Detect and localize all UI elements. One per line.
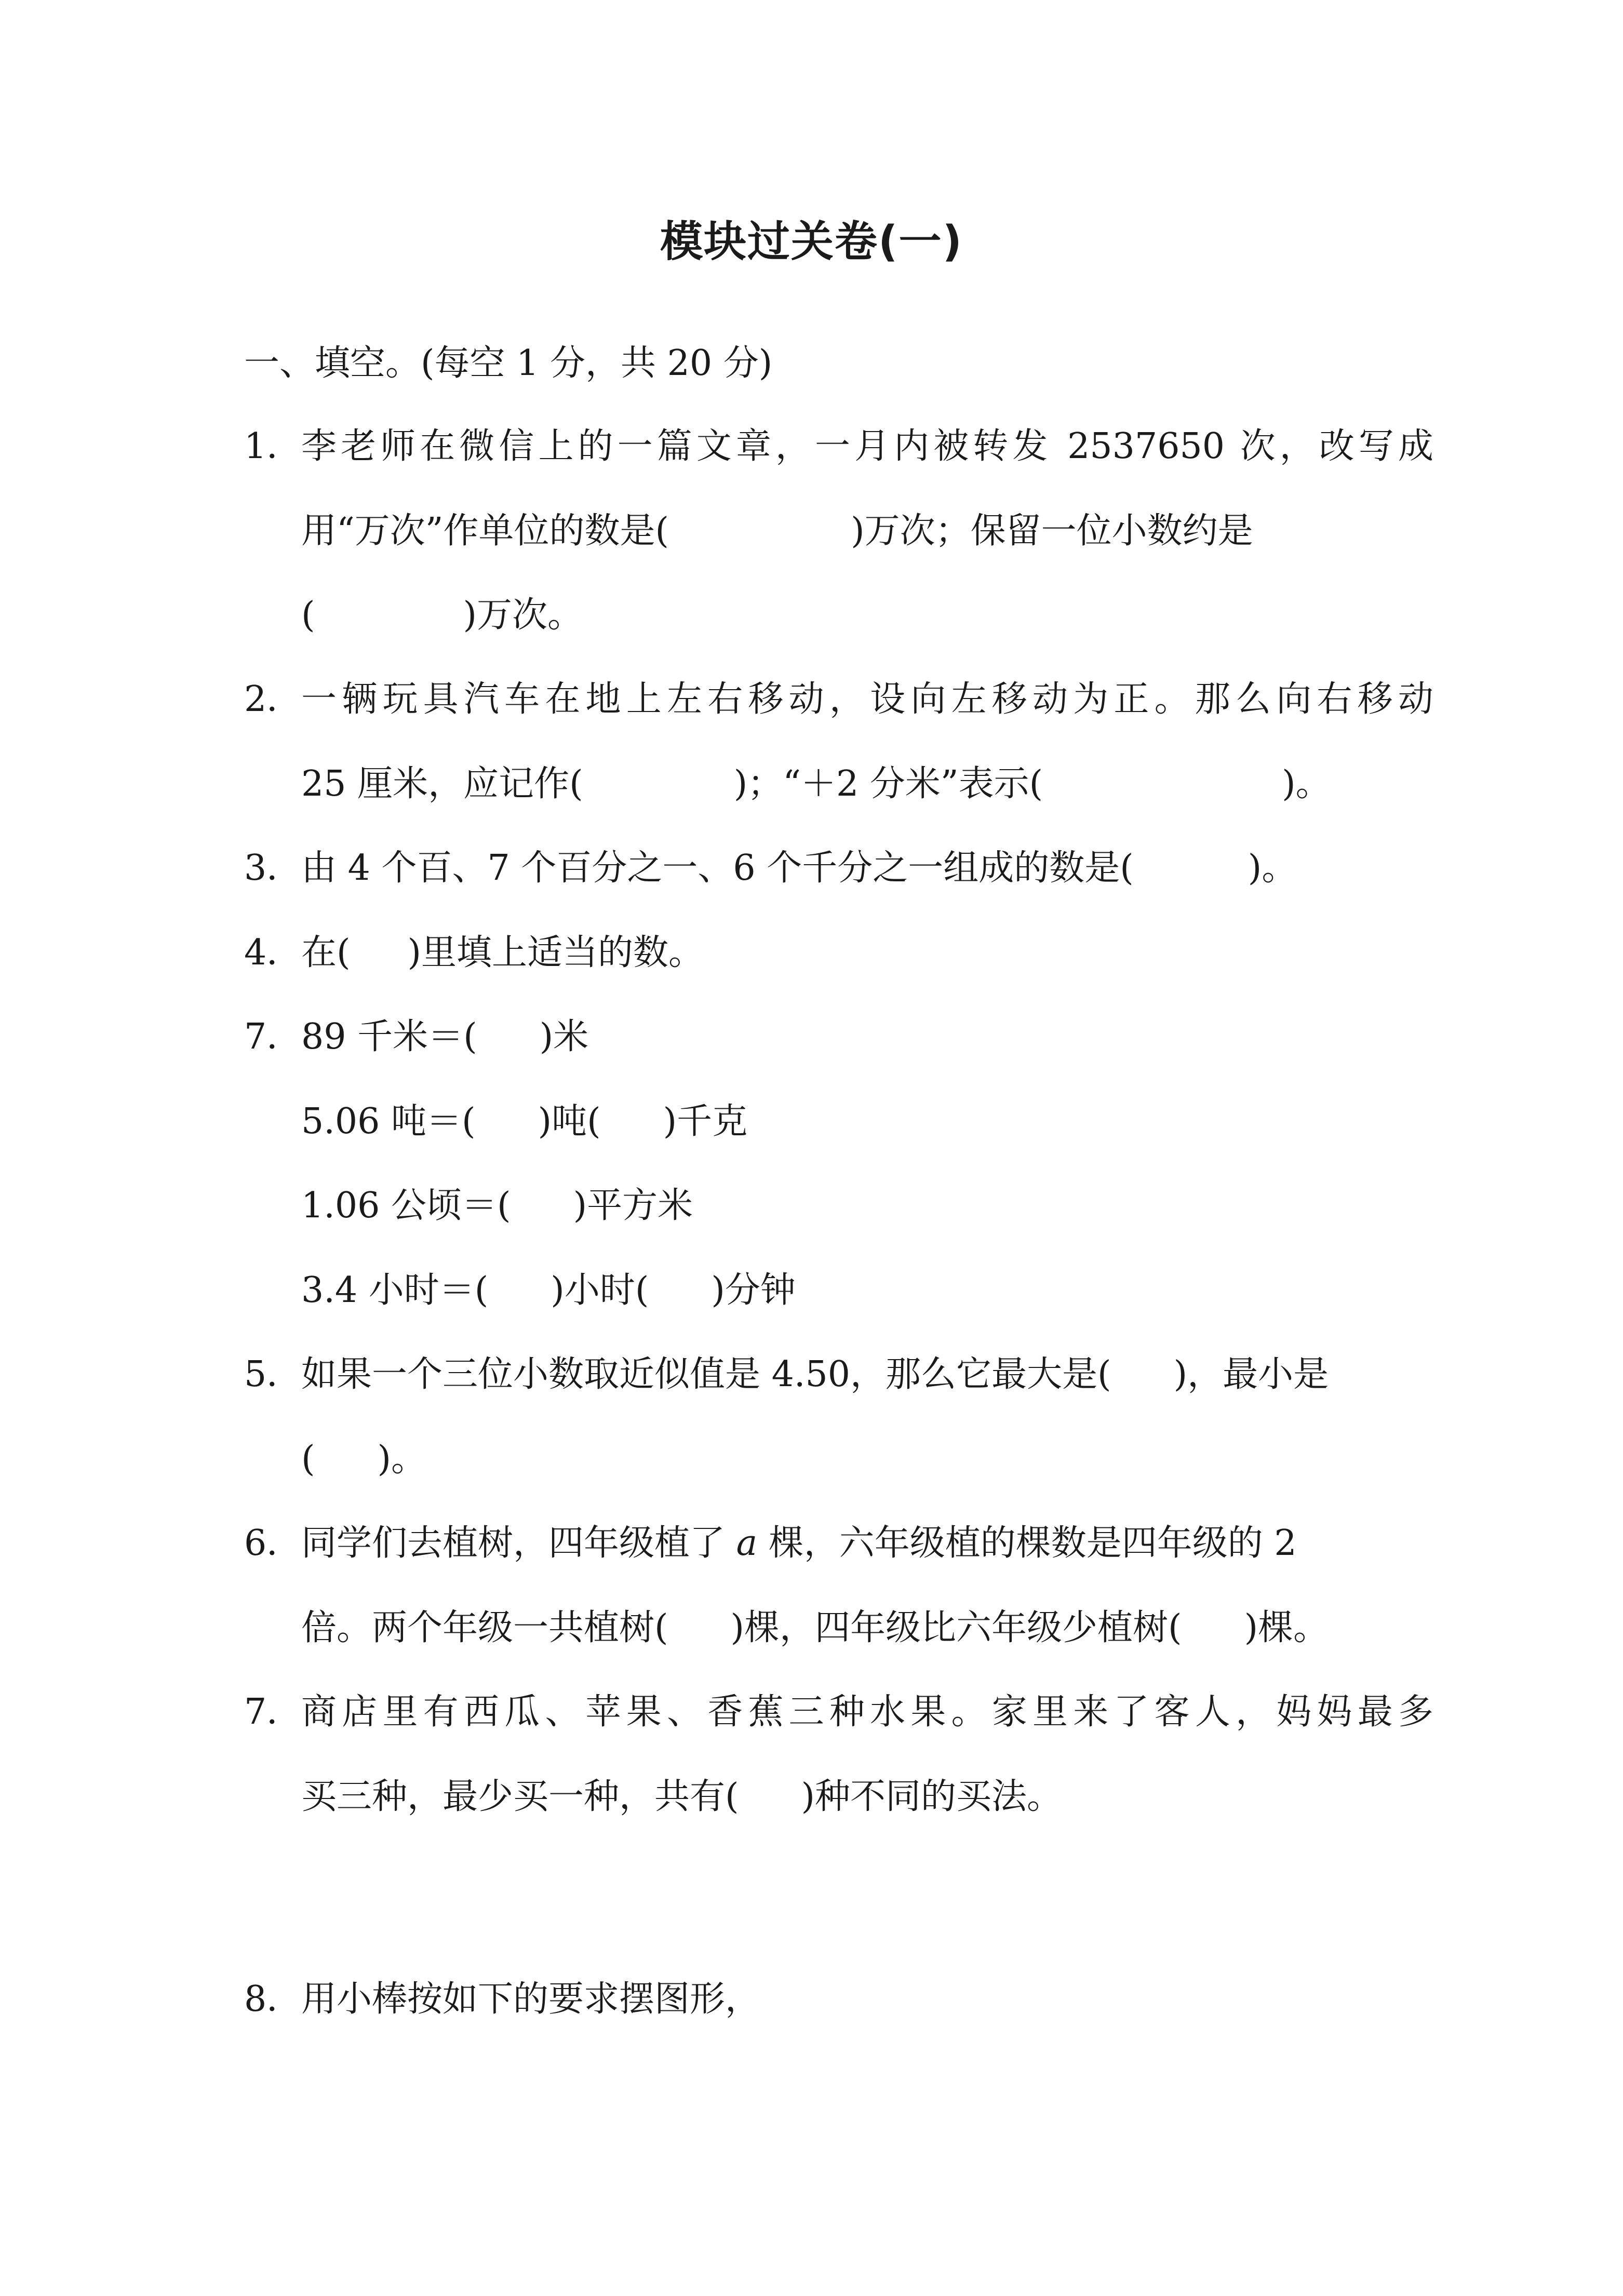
question-7-line-1: 商店里有西瓜、苹果、香蕉三种水果。家里来了客人，妈妈最多 [301, 1691, 1433, 1733]
question-8-number: 8． [244, 1979, 302, 2020]
conversion-item-3: 1.06 公顷＝( )平方米 [301, 1185, 693, 1226]
question-1-line-1: 李老师在微信上的一篇文章，一月内被转发 2537650 次，改写成 [301, 426, 1433, 467]
conversion-item-1: 89 千米＝( )米 [301, 1016, 589, 1057]
question-7-line-2: 买三种，最少买一种，共有( )种不同的买法。 [301, 1776, 1063, 1817]
question-4-items-number: 7． [244, 1016, 302, 1057]
question-5-line-2: ( )。 [301, 1439, 427, 1480]
question-3-number: 3． [244, 848, 302, 889]
question-1-line-3: ( )万次。 [301, 595, 583, 636]
question-8-line-1: 用小棒按如下的要求摆图形， [301, 1979, 761, 2020]
question-1-line-2: 用“万次”作单位的数是( )万次；保留一位小数约是 [301, 511, 1253, 552]
question-4-number: 4． [244, 932, 302, 973]
question-6-line-2: 倍。两个年级一共植树( )棵，四年级比六年级少植树( )棵。 [301, 1607, 1329, 1648]
page-title: 模块过关卷(一) [660, 217, 963, 266]
question-5-number: 5． [244, 1354, 302, 1395]
question-6-number: 6． [244, 1523, 302, 1564]
question-2-line-1: 一辆玩具汽车在地上左右移动，设向左移动为正。那么向右移动 [301, 679, 1433, 720]
question-5-line-1: 如果一个三位小数取近似值是 4.50，那么它最大是( )，最小是 [301, 1354, 1329, 1395]
conversion-item-4: 3.4 小时＝( )小时( )分钟 [301, 1270, 796, 1311]
question-4-line-1: 在( )里填上适当的数。 [301, 932, 704, 973]
conversion-item-2: 5.06 吨＝( )吨( )千克 [301, 1101, 748, 1142]
question-2-number: 2． [244, 679, 302, 720]
question-7-number: 7． [244, 1691, 302, 1733]
variable-a: a [736, 1523, 758, 1564]
question-6-line-1: 同学们去植树，四年级植了 a 棵，六年级植的棵数是四年级的 2 [301, 1523, 1297, 1564]
section-heading: 一、填空。(每空 1 分，共 20 分) [244, 343, 773, 384]
question-3-line-1: 由 4 个百、7 个百分之一、6 个千分之一组成的数是( )。 [301, 848, 1297, 889]
question-2-line-2: 25 厘米，应记作( )；“＋2 分米”表示( )。 [301, 763, 1331, 804]
question-1-number: 1． [244, 426, 302, 467]
